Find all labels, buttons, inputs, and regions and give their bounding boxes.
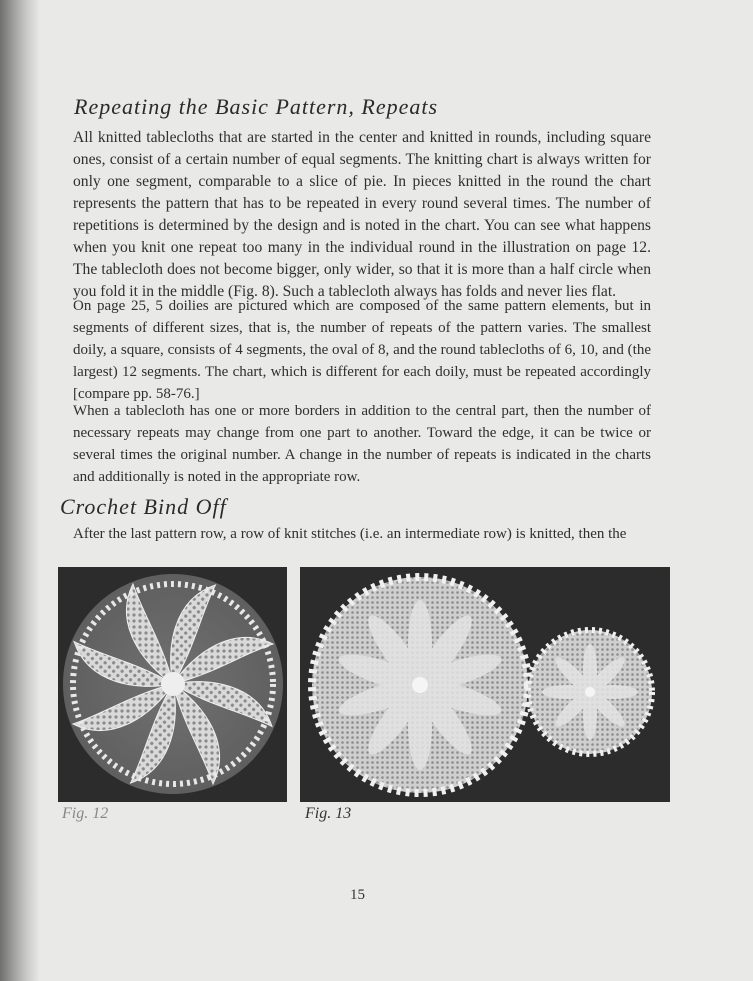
doily-photo-fig13 <box>300 567 670 802</box>
round-doilies-image <box>300 567 670 802</box>
doily-photo-fig12 <box>58 567 287 802</box>
section-heading-bind-off: Crochet Bind Off <box>60 494 227 519</box>
paragraph-2: On page 25, 5 doilies are pictured which are composed of the same pattern elements, but in segments of different sizes, that is, the number of repeats of the pattern varies. The smallest doily, a square, consists of 4 segments, the oval of 8, and the round tablecloths of 6, 10, and (the largest) 12 segments. The chart, which is different for each doily, must be repeated accordingly [compare pp. 58-76.] <box>73 298 651 402</box>
paragraph-4: After the last pattern row, a row of knit stitches (i.e. an intermediate row) is knitted, then the <box>73 526 627 542</box>
page-number: 15 <box>350 887 365 903</box>
paragraph-3: When a tablecloth has one or more borders in addition to the central part, then the number of necessary repeats may change from one part to another. Toward the edge, it can be twice or several times the original number. A change in the number of repeats is indicated in the charts and additionally is noted in the appropriate row. <box>73 403 651 485</box>
figure-caption-fig13: Fig. 13 <box>305 805 352 822</box>
paragraph-1: All knitted tablecloths that are started in the center and knitted in rounds, including square ones, consist of a certain number of equal segments. The knitting chart is always written for only one segment, comparable to a slice of pie. In pieces knitted in the round the chart represents the pattern that has to be repeated in every round several times. The number of repetitions is determined by the design and is noted in the chart. You can see what happens when you knit one repeat too many in the individual round in the illustration on page 12. The tablecloth does not become bigger, only wider, so that it is more than a half circle when you fold it in the middle (Fig. 8). Such a tablecloth always has folds and never lies flat. <box>73 129 651 300</box>
figure-caption-fig12: Fig. 12 <box>62 805 109 822</box>
swirl-doily-image <box>58 567 287 802</box>
section-heading-repeats: Repeating the Basic Pattern, Repeats <box>74 94 439 119</box>
